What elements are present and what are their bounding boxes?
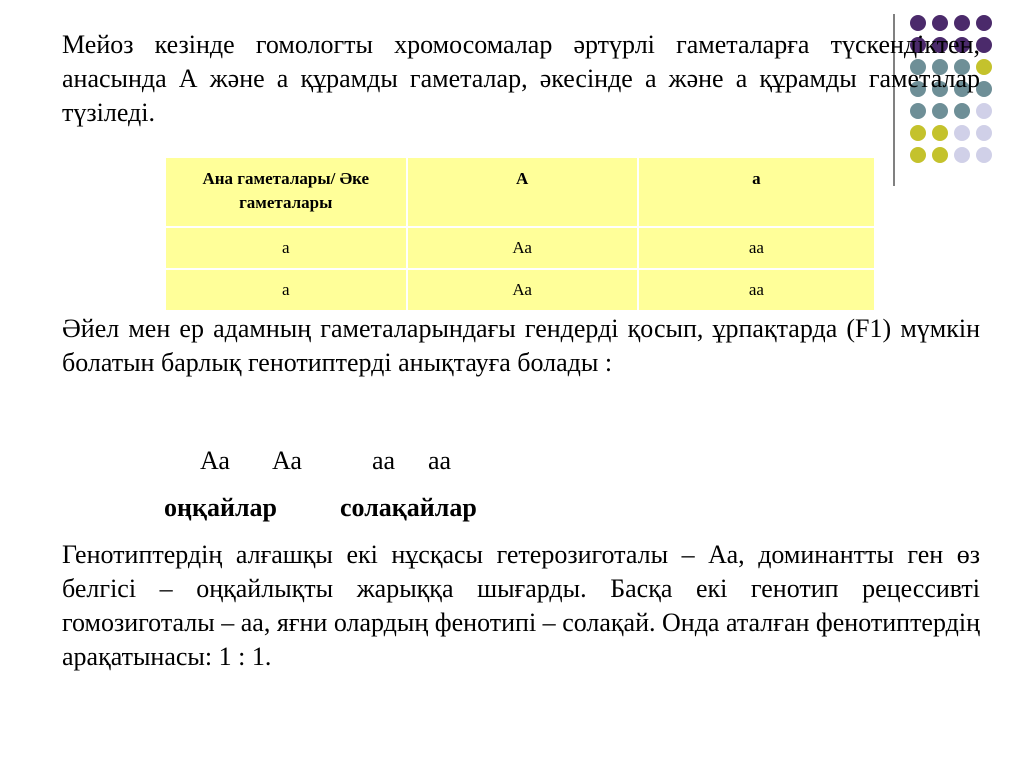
gamete-table bbox=[164, 156, 876, 312]
genotype-label: аа bbox=[372, 446, 396, 475]
table-header-cell: А bbox=[407, 157, 638, 227]
table-cell: аа bbox=[638, 269, 875, 311]
table-cell: Аа bbox=[407, 227, 638, 269]
table-header-cell: Ана гаметалары/ Әке гаметалары bbox=[165, 157, 407, 227]
phenotype-label-right-handed: оңқайлар bbox=[164, 493, 277, 522]
combination-paragraph: Әйел мен ер адамның гаметаларындағы гендерді қосып, ұрпақтарда (F1) мүмкін болатын барлық генотиптерді анықтауға болады : bbox=[62, 314, 980, 377]
decorative-dot bbox=[976, 147, 992, 163]
phenotype-label-left-handed: солақайлар bbox=[340, 493, 477, 522]
decorative-dot bbox=[932, 147, 948, 163]
table-header-row bbox=[165, 157, 875, 227]
genotype-label: Аа bbox=[272, 446, 302, 475]
table-row bbox=[165, 269, 875, 311]
intro-paragraph: Мейоз кезінде гомологты хромосомалар әртүрлі гаметаларға түскендіктен, анасында А және а құрамды гаметалар, әкесінде а және а құрамды гаметалар түзіледі. bbox=[62, 30, 980, 127]
decorative-dot bbox=[954, 147, 970, 163]
table-cell: а bbox=[165, 269, 407, 311]
table-header-cell: а bbox=[638, 157, 875, 227]
conclusion-paragraph: Генотиптердің алғашқы екі нұсқасы гетерозиготалы – Аа, доминантты ген өз белгісі – оңқайлықты жарыққа шығарды. Басқа екі генотип рецессивті гомозиготалы – аа, яғни олардың фенотипі – солақай. Онда аталған фенотиптердің арақатынасы: 1 : 1. bbox=[62, 540, 980, 671]
table-cell: а bbox=[165, 227, 407, 269]
table-cell: Аа bbox=[407, 269, 638, 311]
decorative-dot bbox=[910, 147, 926, 163]
table-cell: аа bbox=[638, 227, 875, 269]
genotype-label: Аа bbox=[200, 446, 230, 475]
table-row bbox=[165, 227, 875, 269]
genotype-label: аа bbox=[428, 446, 452, 475]
